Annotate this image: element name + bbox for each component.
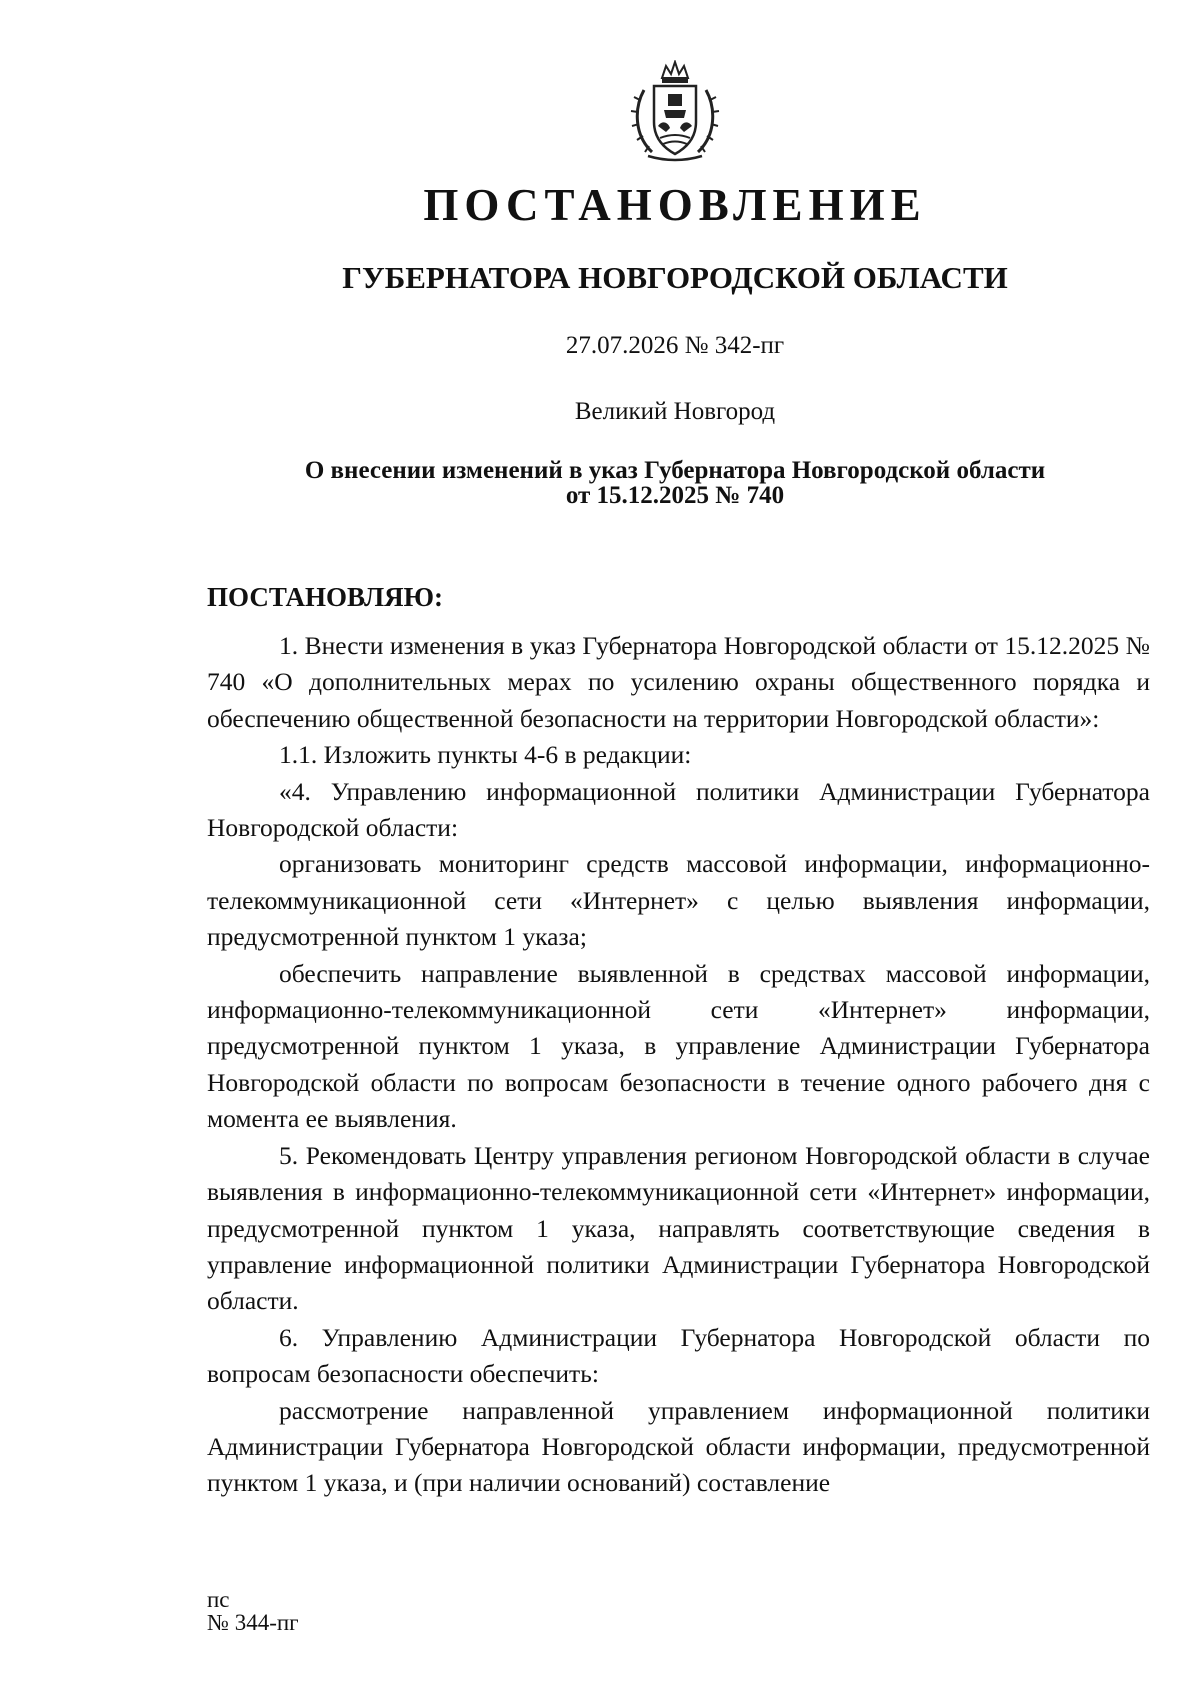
document-city: Великий Новгород [574,398,776,425]
document-heading [0,458,1200,508]
paragraph-1: 1. Внести изменения в указ Губернатора Новгородской области от 15.12.2025 № 740 «О дополнительных мерах по усилению охраны общественного порядка и обеспечению общественной безопасности на территории Новгородской области»: [207,631,1150,733]
paragraph-6-review: рассмотрение направленной управлением информационной политики Администрации Губернатора Новгородской области информации, предусмотренной пунктом 1 указа, и (при наличии оснований) составление [207,1395,1150,1498]
document-footer [207,1588,299,1634]
footer-number: № 344-пг [207,1610,299,1635]
paragraph-5: 5. Рекомендовать Центру управления регионом Новгородской области в случае выявления в информационно-телекоммуникационной сети «Интернет» информации, предусмотренной пунктом 1 указа, направлять соответствующие сведения в управление информационной политики Администрации Губернатора Новгородской области. [207,1140,1150,1316]
decree-word: ПОСТАНОВЛЯЮ: [207,582,443,612]
document-date-number: 27.07.2026 № 342-пг [565,332,785,359]
coat-of-arms-icon [630,60,720,165]
paragraph-6: 6. Управлению Администрации Губернатора Новгородской области по вопросам безопасности обеспечить: [207,1322,1150,1389]
paragraph-1-1: 1.1. Изложить пункты 4-6 в редакции: [279,740,692,770]
paragraph-4: «4. Управлению информационной политики Администрации Губернатора Новгородской области: [207,776,1150,843]
footer-initials: пс [207,1587,230,1612]
paragraph-4-organize: организовать мониторинг средств массовой информации, информационно-телекоммуникационной сети «Интернет» с целью выявления информации, предусмотренной пунктом 1 указа; [207,849,1150,952]
document-title: ПОСТАНОВЛЕНИЕ [423,180,927,230]
document-heading-line-1: О внесении изменений в указ Губернатора Новгородской области [304,457,1046,484]
document-subtitle: ГУБЕРНАТОРА НОВГОРОДСКОЙ ОБЛАСТИ [342,260,1008,295]
document-body [207,628,1150,1502]
paragraph-4-ensure: обеспечить направление выявленной в средствах массовой информации, информационно-телекоммуникационной сети «Интернет» информации, предусмотренной пунктом 1 указа, в управление Администрации Губернатора Новгородской области по вопросам безопасности в течение одного рабочего дня с момента ее выявления. [207,958,1150,1134]
document-heading-line-2: от 15.12.2025 № 740 [565,482,785,509]
